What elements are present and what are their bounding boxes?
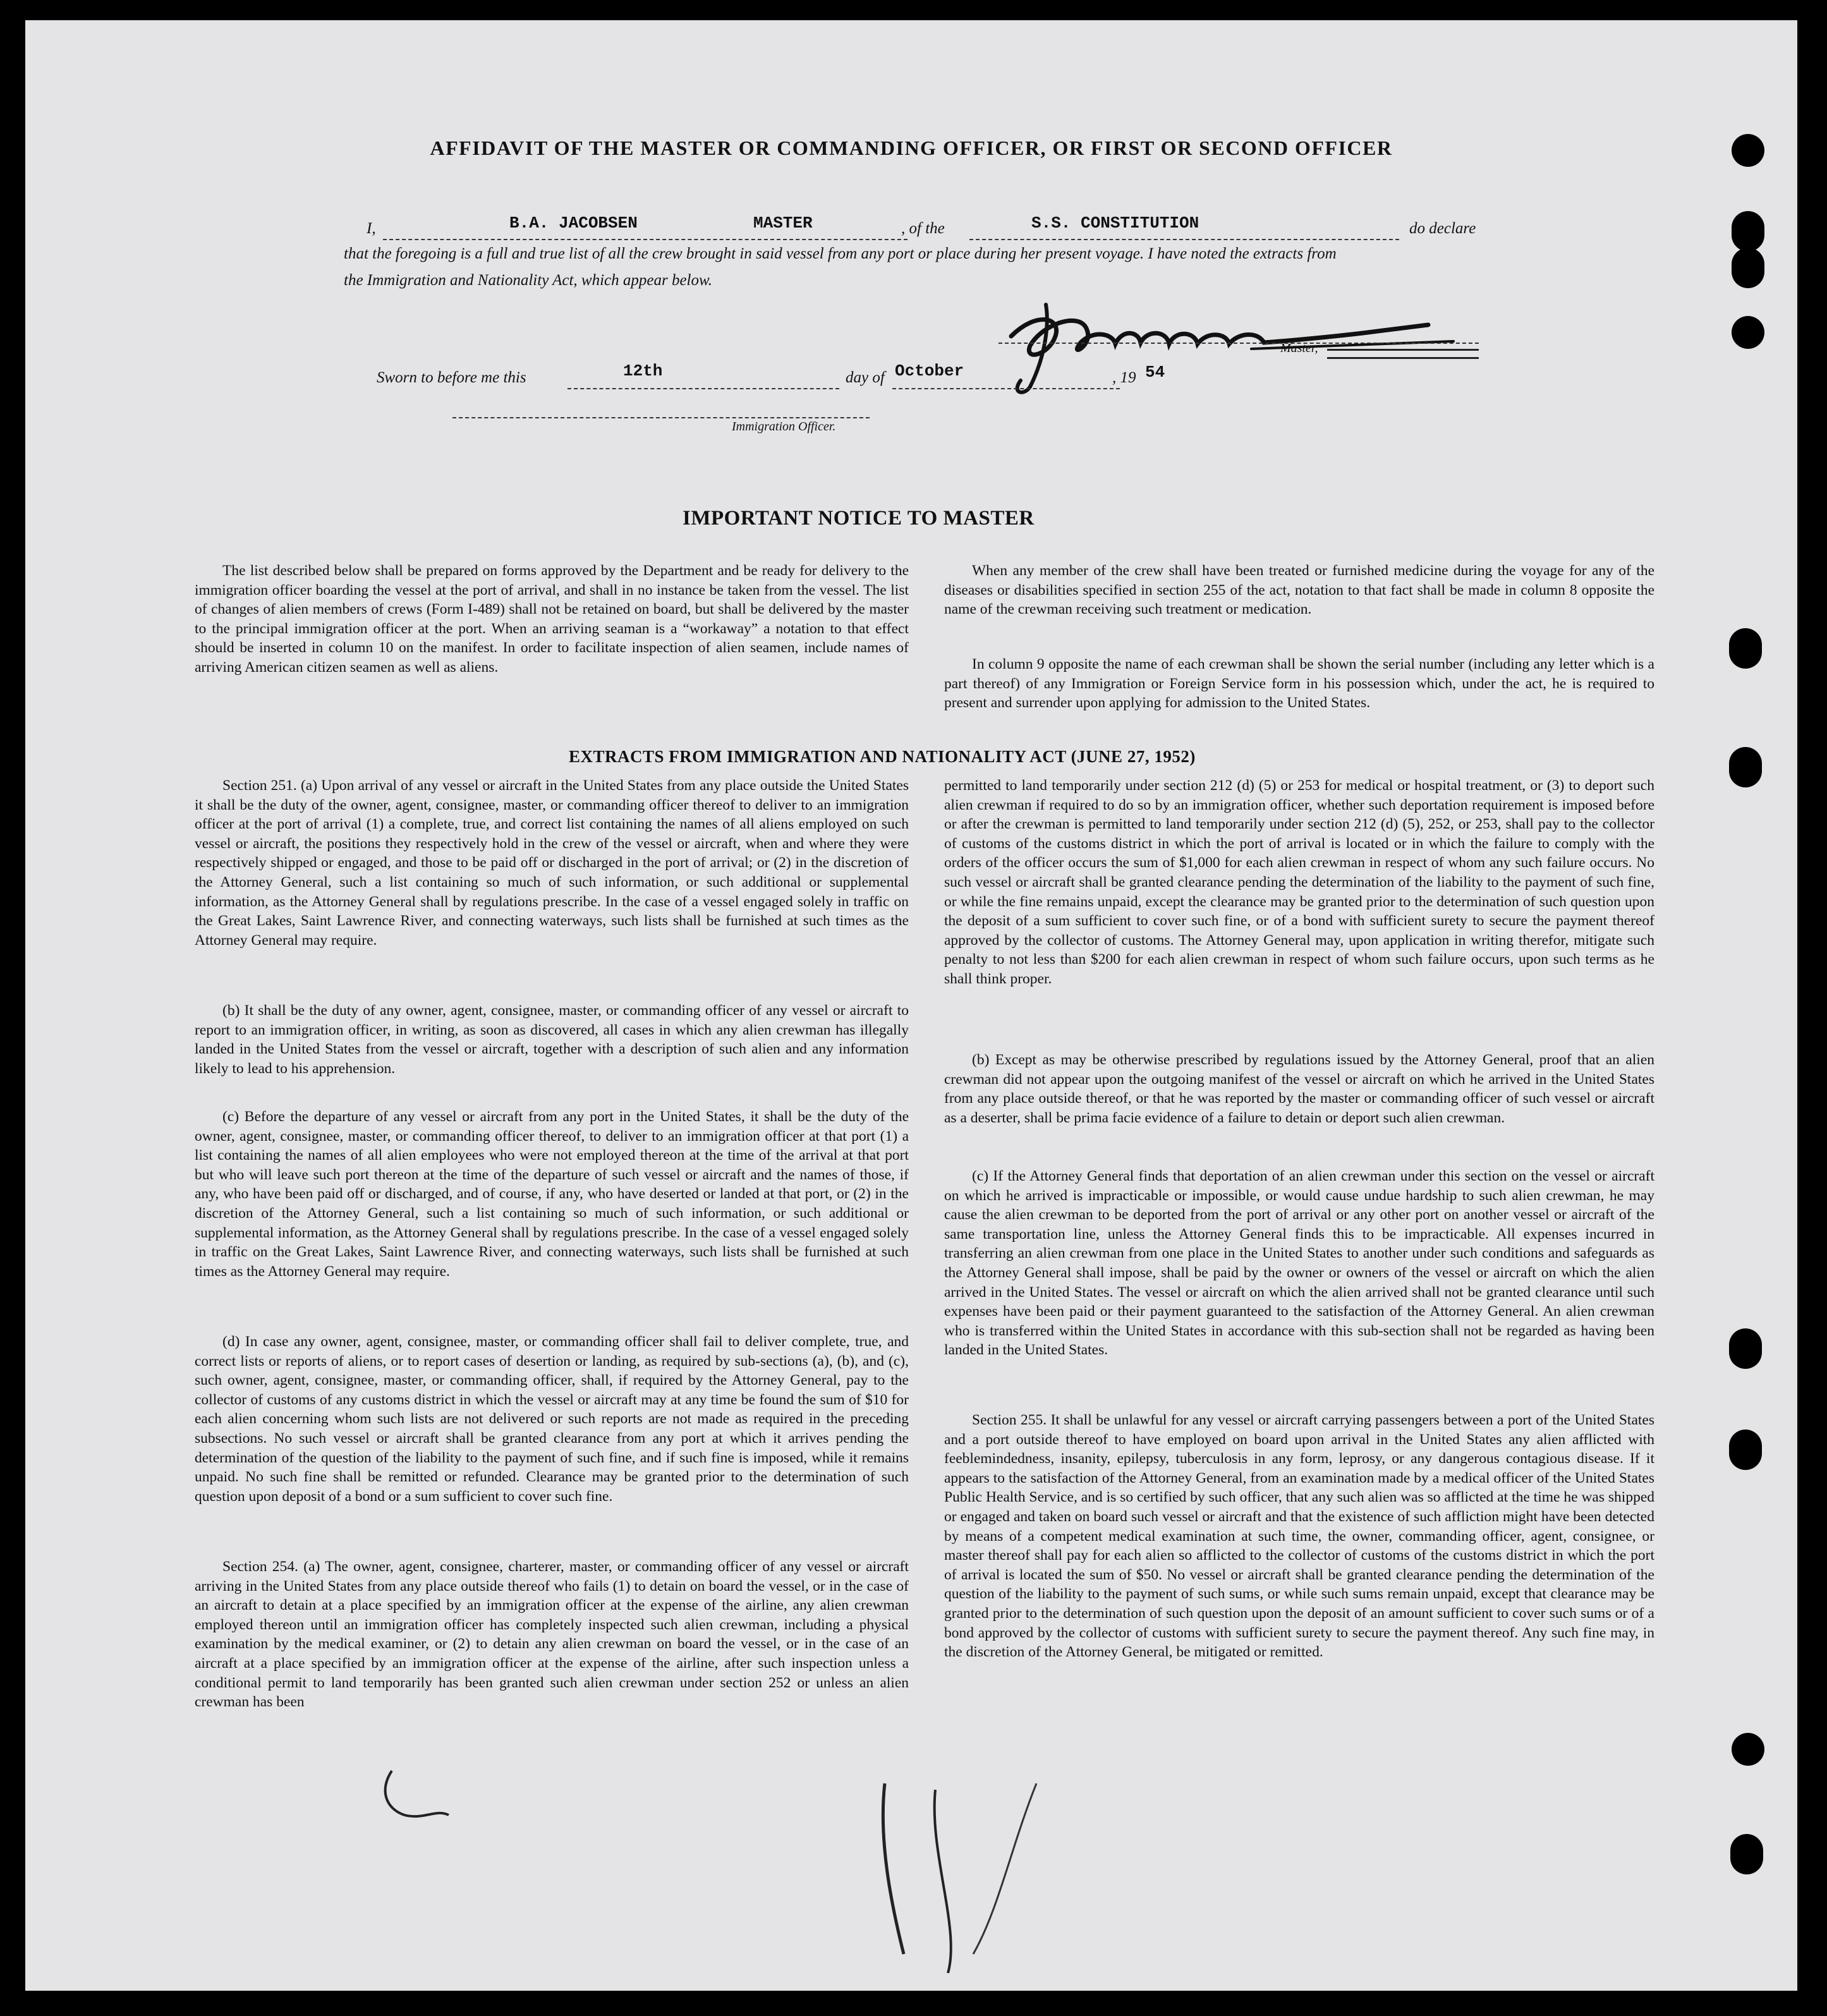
signature-line <box>998 343 1479 344</box>
section-255: Section 255. It shall be unlawful for any vessel or aircraft carrying passengers between a port of the United States and a port outside thereof to have employed on board upon arrival in the United States any alien afflicted with feeblemindedness, insanity, epilepsy, tuberculosis in any form, leprosy, or any dangerous contagious disease. If it appears to the satisfaction of the Attorney General, from an examination made by a medical officer of the United States Public Health Service, and is so certified by such officer, that any such alien was so afflicted at the time he was shipped or engaged and taken on board such vessel or aircraft and that the existence of such affliction might have been detected by means of a competent medical examination at such time, the owner, commanding officer, agent, consignee, or master thereof shall pay for each alien so afflicted to the collector of customs of the customs district in which the port of arrival is located the sum of $50. No vessel or aircraft shall be granted clearance pending the determination of the question of the liability to the payment of such sums, or while such sums remain unpaid, except that clearance may be granted prior to the determination of such question upon the deposit of an amount sufficient to cover such sums or of a bond approved by the collector of customs with sufficient surety to secure the payment thereof. Any such fine may, in the discretion of the Attorney General, be mitigated or remitted. <box>944 1412 1654 1661</box>
section-251-b: (b) It shall be the duty of any owner, agent, consignee, master, or commanding officer of any vessel or aircraft to report to an immigration officer, in writing, as soon as discovered, all cases in which any alien crewman has illegally landed in the United States from the vessel or aircraft, together with a description of such alien and any information likely to lead to his apprehension. <box>195 1002 909 1077</box>
master-name: B.A. JACOBSEN <box>509 214 638 233</box>
sworn-day-line <box>568 388 839 389</box>
struck-officer-text <box>1327 349 1479 359</box>
notice-title: IMPORTANT NOTICE TO MASTER <box>683 507 1035 530</box>
statement-line-1: that the foregoing is a full and true list of all the crew brought in said vessel from any port or place during her present voyage. I have noted the extracts from <box>344 245 1337 262</box>
year-suffix: 54 <box>1145 363 1165 382</box>
punch-hole <box>1729 747 1762 787</box>
punch-hole <box>1729 628 1762 669</box>
notice-left-paragraph: The list described below shall be prepared on forms approved by the Department and be ready for delivery to the immigration officer boarding the vessel at the port of arrival, and shall in no instance be taken from the vessel. The list of changes of alien members of crews (Form I-489) shall not be retained on board, but shall be delivered by the master to the principal immigration officer at the port. When an arriving seaman is a “workaway” a notation to that effect should be inserted in column 10 on the manifest. In order to facilitate inspection of alien seamen, include names of arriving American citizen seamen as well as aliens. <box>195 562 909 676</box>
of-the-label: , of the <box>901 220 945 237</box>
notice-right-paragraph-1: When any member of the crew shall have been treated or furnished medicine during the voyage for any of the diseases or disabilities specified in section 255 of the act, notation to that fact shall be made in column 8 opposite the name of the crewman receiving such treatment or medication. <box>944 562 1654 618</box>
sworn-month: October <box>895 361 964 380</box>
i-label: I, <box>367 220 376 237</box>
immigration-officer-label: Immigration Officer. <box>732 420 836 434</box>
punch-hole <box>1729 1430 1762 1470</box>
year-prefix: , 19 <box>1112 369 1136 386</box>
punch-hole <box>1729 1328 1762 1369</box>
master-rank: MASTER <box>753 214 813 233</box>
statement-line-2: the Immigration and Nationality Act, which appear below. <box>344 272 713 289</box>
section-254-a: Section 254. (a) The owner, agent, consignee, charterer, master, or commanding officer of any vessel or aircraft arriving in the United States from any place outside thereof who fails (1) to detain on board the vessel, or in the case of an aircraft to detain at a place specified by an immigration officer at the expense of the airline, any alien crewman employed thereon until an immigration officer has completely inspected such alien crewman, including a physical examination by the medical examiner, or (2) to detain any alien crewman on board the vessel, or in the case of an aircraft at a place specified by an immigration officer at the expense of the airline, after such inspection unless a conditional permit to land temporarily has been granted such alien crewman under section 252 or unless an alien crewman has been <box>195 1558 909 1711</box>
sworn-month-line <box>892 388 1120 389</box>
notice-right-paragraph-2: In column 9 opposite the name of each crewman shall be shown the serial number (including any letter which is a part thereof) of any Immigration or Foreign Service form in his possession which, under the act, he is required to present and surrender upon applying for admission to the United States. <box>944 656 1654 712</box>
section-251-c: (c) Before the departure of any vessel or aircraft from any port in the United States, it shall be the duty of the owner, agent, consignee, master, or commanding officer thereof, to deliver to an immigration officer at that port (1) a list containing the names of all alien employees who were not employed thereon at the time of the arrival at that port but who will leave such port thereon at the time of the departure of such vessel or aircraft and the names of those, if any, who have been paid off or discharged, and of course, if any, who have deserted or landed at that port, or (2) in the discretion of the Attorney General, such a list containing so much of such information, or such additional or supplemental information, as the Attorney General shall by regulations prescribe. In the case of a vessel engaged solely in traffic on the Great Lakes, Saint Lawrence River, and connecting waterways, such lists shall be furnished at such times as the Attorney General may require. <box>195 1108 909 1280</box>
section-251-d: (d) In case any owner, agent, consignee, master, or commanding officer shall fail to deliver complete, true, and correct lists or reports of aliens, or to report cases of desertion or landing, as required by sub-sections (a), (b), and (c), such owner, agent, consignee, master, or commanding officer, shall, if required by the Attorney General, pay to the collector of customs of any customs district in which the vessel or aircraft may at any time be found the sum of $10 for each alien concerning whom such lists are not delivered or such reports are not made as required in the preceding subsections. No such vessel or aircraft shall be granted clearance from any port at which it arrives pending the determination of the question of the liability to the payment of such fine, and if such fine is imposed, while it remains unpaid. No such fine shall be remitted or refunded. Clearance may be granted prior to the determination of such question upon deposit of a bond or a sum sufficient to cover such fine. <box>195 1333 909 1505</box>
punch-hole <box>1732 211 1764 252</box>
punch-hole <box>1732 316 1764 349</box>
section-254-c: (c) If the Attorney General finds that deportation of an alien crewman under this section on the vessel or aircraft on which he arrived is impracticable or impossible, or would cause undue hardship to such alien crewman, he may cause the alien crewman to be deported from the port of arrival or any other port on another vessel or aircraft of the same transportation line, unless the Attorney General finds this to be impracticable. All expenses incurred in transferring an alien crewman from one place in the United States to another under such conditions and safeguards as the Attorney General shall impose, shall be paid by the owner or owners of the vessel or aircraft on which the alien arrived in the United States. The vessel or aircraft on which the alien arrived shall not be granted clearance until such expenses have been paid or their payment guaranteed to the satisfaction of the Attorney General. An alien crewman who is transferred within the United States in accordance with this sub-section shall not be regarded as having been landed in the United States. <box>944 1168 1654 1359</box>
punch-hole <box>1730 1834 1763 1874</box>
affidavit-title: AFFIDAVIT OF THE MASTER OR COMMANDING OFFICER, OR FIRST OR SECOND OFFICER <box>430 137 1393 159</box>
master-label: Master, <box>1280 341 1318 355</box>
section-254-b: (b) Except as may be otherwise prescribed by regulations issued by the Attorney General, proof that an alien crewman did not appear upon the outgoing manifest of the vessel or aircraft on which he arrived in the United States from any place outside thereof, or that he was reported by the master or commanding officer of such vessel or aircraft as a deserter, shall be prima facie evidence of a failure to detain or deport such alien crewman. <box>944 1052 1654 1126</box>
vessel-line <box>969 239 1399 240</box>
punch-hole <box>1732 1733 1764 1766</box>
sworn-day: 12th <box>623 361 663 380</box>
vessel-name: S.S. CONSTITUTION <box>1031 214 1199 233</box>
sworn-label: Sworn to before me this <box>377 369 526 386</box>
section-251-a: Section 251. (a) Upon arrival of any vessel or aircraft in the United States from any place outside the United States it shall be the duty of the owner, agent, consignee, master, or commanding officer thereof to deliver to an immigration officer at the port of arrival (1) a complete, true, and correct list containing the names of all aliens employed on such vessel or aircraft, the positions they respectively hold in the crew of the vessel or aircraft, when and where they were respectively shipped or engaged, and those to be paid off or discharged in the port of arrival; or (2) in the discretion of the Attorney General, such a list containing so much of such information, or such additional or supplemental information, as the Attorney General shall by regulations prescribe. In the case of a vessel engaged solely in traffic on the Great Lakes, Saint Lawrence River, and connecting waterways, such lists shall be furnished at such times as the Attorney General may require. <box>195 777 909 949</box>
do-declare-label: do declare <box>1409 220 1476 237</box>
pen-marks <box>367 1764 1441 1991</box>
name-line <box>383 239 907 240</box>
day-of-label: day of <box>846 369 885 386</box>
extracts-title: EXTRACTS FROM IMMIGRATION AND NATIONALITY ACT (JUNE 27, 1952) <box>569 747 1196 766</box>
section-254-a-continued: permitted to land temporarily under section 212 (d) (5) or 253 for medical or hospital treatment, or (3) to deport such alien crewman if required to do so by an immigration officer, whether such deportation requirement is imposed before or after the crewman is permitted to land temporarily under section 212 (d) (5), 252, or 253, shall pay to the collector of customs of the customs district in which the port of arrival is located or in which the failure to comply with the orders of the officer occurs the sum of $1,000 for each alien crewman in respect of whom any such failure occurs. No such vessel or aircraft shall be granted clearance pending the determination of the liability to the payment of such fine, or while the fine remains unpaid, except the clearance may be granted prior to the determination of such question upon the deposit of a sum sufficient to cover such fine, or of a bond with sufficient surety to secure the payment thereof approved by the collector of customs. The Attorney General may, upon application in writing therefor, mitigate such penalty to not less than $200 for each alien crewman in respect of whom such failure occurs, upon such terms as he shall think proper. <box>944 777 1654 987</box>
punch-hole <box>1732 248 1764 288</box>
immigration-officer-line <box>452 417 870 418</box>
document-page <box>25 20 1797 1991</box>
